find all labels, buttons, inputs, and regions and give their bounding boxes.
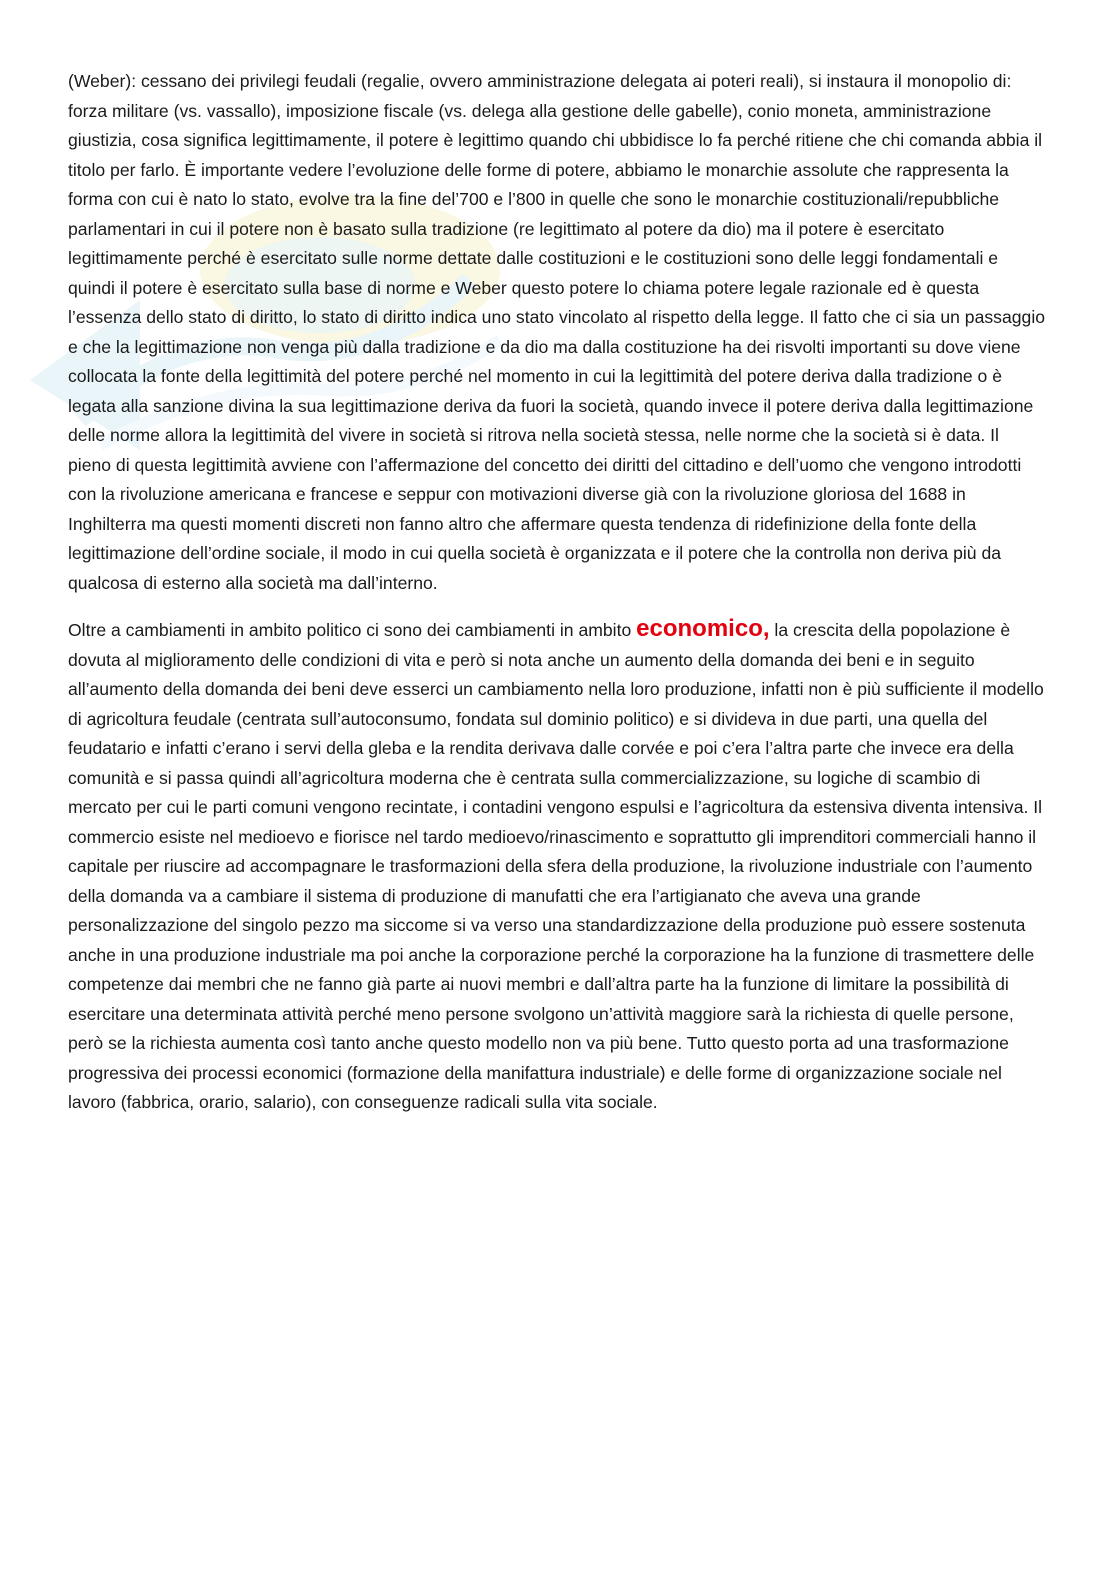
paragraph-economics: [68, 616, 1046, 1118]
highlighted-keyword: economico,: [636, 615, 770, 642]
paragraph-economics-intro: Oltre a cambiamenti in ambito politico ci sono dei cambiamenti in ambito: [68, 620, 637, 640]
paragraph-economics-body: la crescita della popolazione è dovuta al miglioramento delle condizioni di vita e però si nota anche un aumento della domanda dei beni e in seguito all’aumento della domanda dei beni deve esserci un cambiamento nella loro produzione, infatti non è più sufficiente il modello di agricoltura feudale (centrata sull’autoconsumo, fondata sul dominio politico) e si divideva in due parti, una quella del feudatario e infatti c’erano i servi della gleba e la rendita derivava dalle corvée e poi c’era l’altra parte che invece era della comunità e si passa quindi all’agricoltura moderna che è centrata sulla commercializzazione, su logiche di scambio di mercato per cui le parti comuni vengono recintate, i contadini vengono espulsi e l’agricoltura da estensiva diventa intensiva. Il commercio esiste nel medioevo e fiorisce nel tardo medioevo/rinascimento e soprattutto gli imprenditori commerciali hanno il capitale per riuscire ad accompagnare le trasformazioni della sfera della produzione, la rivoluzione industriale con l’aumento della domanda va a cambiare il sistema di produzione di manufatti che era l’artigianato che aveva una grande personalizzazione del singolo pezzo ma siccome si va verso una standardizzazione della produzione può essere sostenuta anche in una produzione industriale ma poi anche la corporazione perché la corporazione ha la funzione di trasmettere delle competenze dai membri che ne fanno già parte ai nuovi membri e dall’altra parte ha la funzione di limitare la possibilità di esercitare una determinata attività perché meno persone svolgono un’attività maggiore sarà la richiesta di quelle persone, però se la richiesta aumenta così tanto anche questo modello non va più bene. Tutto questo porta ad una trasformazione progressiva dei processi economici (formazione della manifattura industriale) e delle forme di organizzazione sociale nel lavoro (fabbrica, orario, salario), con conseguenze radicali sulla vita sociale.: [68, 620, 1044, 1112]
paragraph-politics: (Weber): cessano dei privilegi feudali (regalie, ovvero amministrazione delegata ai poteri reali), si instaura il monopolio di: forza militare (vs. vassallo), imposizione fiscale (vs. delega alla gestione delle gabelle), conio moneta, amministrazione giustizia, cosa significa legittimamente, il potere è legittimo quando chi ubbidisce lo fa perché ritiene che chi comanda abbia il titolo per farlo. È importante vedere l’evoluzione delle forme di potere, abbiamo le monarchie assolute che rappresenta la forma con cui è nato lo stato, evolve tra la fine del’700 e l’800 in quelle che sono le monarchie costituzionali/repubbliche parlamentari in cui il potere non è basato sulla tradizione (re legittimato al potere da dio) ma il potere è esercitato legittimamente perché è esercitato sulle norme dettate dalle costituzioni e le costituzioni sono delle leggi fondamentali e quindi il potere è esercitato sulla base di norme e Weber questo potere lo chiama potere legale razionale ed è questa l’essenza dello stato di diritto, lo stato di diritto indica uno stato vincolato al rispetto della legge. Il fatto che ci sia un passaggio e che la legittimazione non venga più dalla tradizione e da dio ma dalla costituzione ha dei risvolti importanti su dove viene collocata la fonte della legittimità del potere perché nel momento in cui la legittimità del potere deriva dalla tradizione o è legata alla sanzione divina la sua legittimazione deriva da fuori la società, quando invece il potere deriva dalla legittimazione delle norme allora la legittimità del vivere in società si ritrova nella società stessa, nelle norme che la società si è data. Il pieno di questa legittimità avviene con l’affermazione del concetto dei diritti del cittadino e dell’uomo che vengono introdotti con la rivoluzione americana e francese e seppur con motivazioni diverse già con la rivoluzione gloriosa del 1688 in Inghilterra ma questi momenti discreti non fanno altro che affermare questa tendenza di ridefinizione della fonte della legittimazione dell’ordine sociale, il modo in cui quella società è organizzata e il potere che la controlla non deriva più da qualcosa di esterno alla società ma dall’interno.: [68, 71, 1046, 593]
document-body: [68, 67, 1046, 1118]
